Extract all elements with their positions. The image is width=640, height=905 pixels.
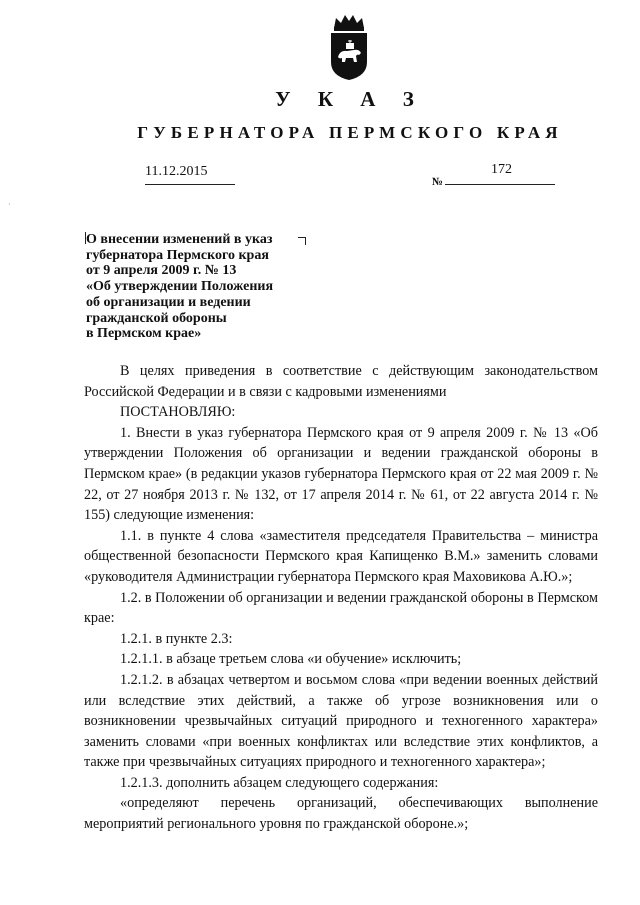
document-number: 172 [491, 162, 512, 177]
body-paragraph: 1.2.1.3. дополнить абзацем следующего содержания: [120, 774, 439, 791]
subject-line: губернатора Пермского края [86, 247, 269, 263]
number-sign: № [432, 176, 444, 188]
document-subtitle: ГУБЕРНАТОРА ПЕРМСКОГО КРАЯ [137, 123, 563, 142]
body-paragraph: 1. Внести в указ губернатора Пермского края от 9 апреля 2009 г. № 13 «Об утверждении Положения об организации и ведении гражданской обороны в Пермском крае» (в редакции указов губернатора Пермского края от 22 мая 2009 г. № 22, от 27 ноября 2013 г. № 132, от 17 апреля 2014 г. № 61, от 22 августа 2014 г. № 155) следующие изменения: [84, 424, 598, 524]
document-subject [86, 232, 301, 342]
body-paragraph: 1.2. в Положении об организации и ведении гражданской обороны в Пермском крае: [84, 589, 598, 627]
date-underline [145, 184, 235, 185]
subject-corner-right-v [305, 237, 306, 245]
number-underline [445, 184, 555, 185]
subject-line: О внесении изменений в указ [86, 232, 273, 247]
subject-line: об организации и ведении [86, 294, 251, 310]
subject-line: гражданской обороны [86, 310, 227, 326]
document-body [84, 361, 598, 835]
document-title: У К А З [275, 87, 425, 111]
document-date: 11.12.2015 [145, 164, 208, 179]
body-paragraph: 1.2.1. в пункте 2.3: [120, 630, 233, 647]
body-paragraph-decree: ПОСТАНОВЛЯЮ: [120, 404, 236, 421]
body-paragraph: 1.2.1.2. в абзацах четвертом и восьмом слова «при ведении военных действий или вследствие этих действий, а также об угрозе возникновения или о возникновении чрезвычайных ситуаций природного и техногенного характера» заменить словами «при военных конфликтах или вследствие этих конфликтов, а также при чрезвычайных ситуациях природного и техногенного характера»; [84, 671, 598, 771]
subject-line: в Пермском крае» [86, 326, 202, 342]
subject-line: от 9 апреля 2009 г. № 13 [86, 263, 237, 279]
subject-line: «Об утверждении Положения [86, 279, 274, 295]
coat-of-arms-icon [326, 12, 372, 82]
coat-of-arms-emblem [326, 12, 372, 82]
body-paragraph: 1.1. в пункте 4 слова «заместителя председателя Правительства – министра общественной безопасности Пермского края Капищенко В.М.» заменить словами «руководителя Администрации губернатора Пермского края Маховикова А.Ю.»; [84, 527, 598, 585]
margin-mark: · [8, 200, 11, 209]
body-paragraph: 1.2.1.1. в абзаце третьем слова «и обучение» исключить; [120, 651, 462, 668]
body-paragraph: В целях приведения в соответствие с действующим законодательством Российской Федерации и в связи с кадровыми изменениями [84, 363, 598, 400]
body-paragraph: «определяют перечень организаций, обеспечивающих выполнение мероприятий регионального уровня по гражданской обороне.»; [84, 795, 598, 833]
